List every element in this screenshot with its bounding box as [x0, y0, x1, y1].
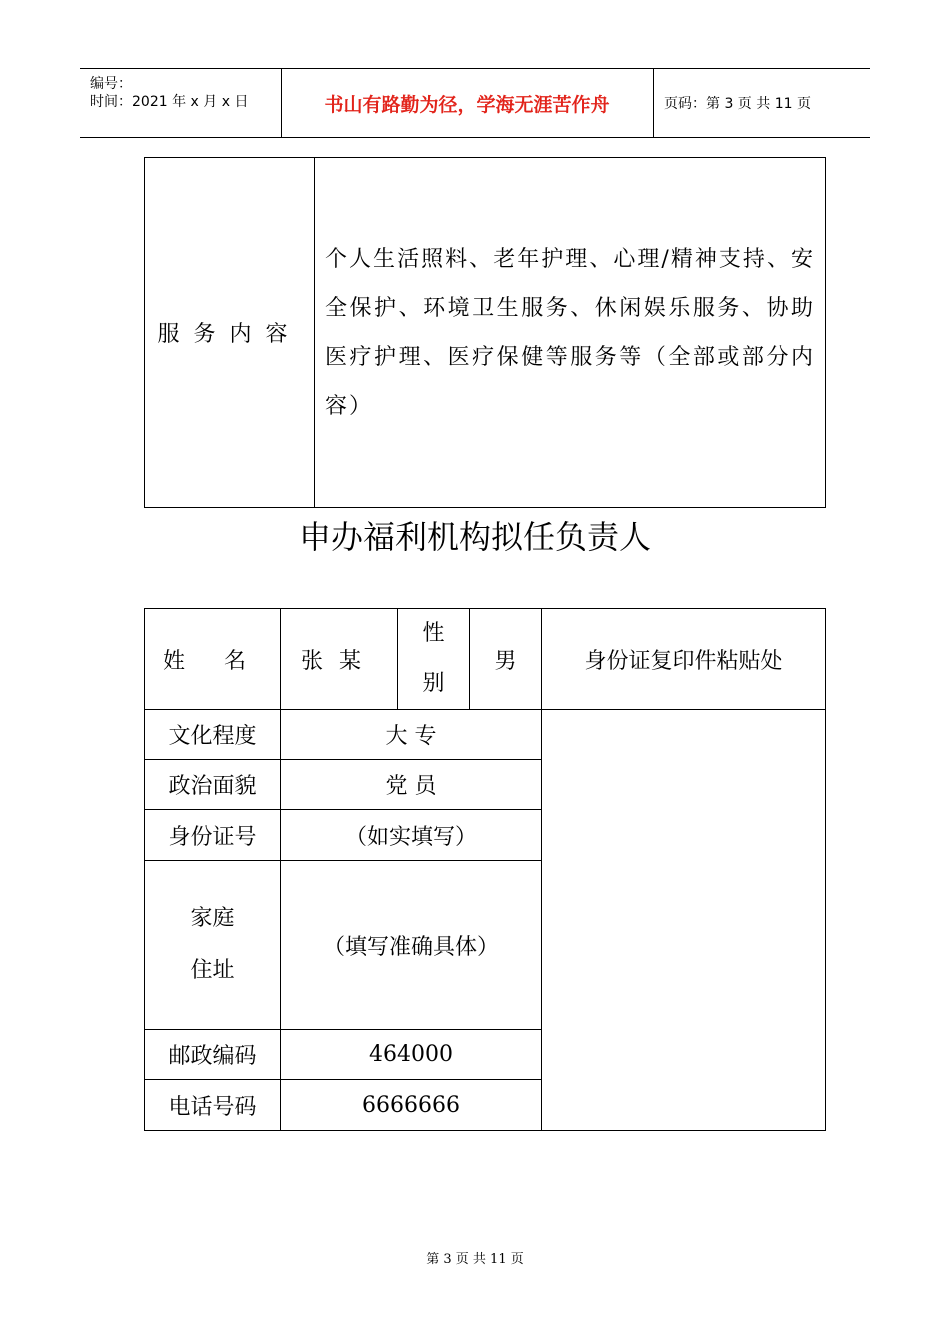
education-value: 大 专 [281, 710, 542, 760]
header-motto: 书山有路勤为径，学海无涯苦作舟 [324, 93, 610, 116]
page-footer: 第 3 页 共 11 页 [426, 1252, 524, 1267]
address-label-line2: 住址 [190, 958, 235, 983]
doc-number-label: 编号： [90, 76, 132, 92]
name-value: 张某 [281, 609, 398, 710]
name-label: 姓 名 [145, 609, 281, 710]
sex-label-line1: 性 [422, 621, 445, 646]
header-meta [90, 75, 248, 111]
doc-date: 时间：2021 年 x 月 x 日 [90, 94, 249, 110]
education-label: 文化程度 [145, 710, 281, 760]
service-content: 个人生活照料、老年护理、心理/精神支持、安全保护、环境卫生服务、休闲娱乐服务、协助医疗护理、医疗保健等服务等（全部或部分内容） [315, 158, 826, 508]
section-title: 申办福利机构拟任负责人 [298, 518, 651, 556]
phone-label: 电话号码 [145, 1080, 281, 1131]
service-table [144, 157, 826, 508]
id-value: （如实填写） [281, 810, 542, 861]
id-label: 身份证号 [145, 810, 281, 861]
service-label: 服务内容 [145, 158, 315, 508]
address-value: （填写准确具体） [281, 861, 542, 1030]
header-page-info: 页码：第 3 页 共 11 页 [664, 96, 811, 112]
address-label [145, 861, 281, 1030]
photo-area [542, 710, 826, 1131]
political-value: 党 员 [281, 760, 542, 810]
sex-label-line2: 别 [422, 671, 445, 696]
photo-label: 身份证复印件粘贴处 [542, 609, 826, 710]
sex-label [398, 609, 470, 710]
phone-value: 6666666 [281, 1080, 542, 1131]
sex-value: 男 [470, 609, 542, 710]
postcode-value: 464000 [281, 1030, 542, 1080]
address-label-line1: 家庭 [190, 906, 235, 931]
page-header [80, 68, 870, 138]
postcode-label: 邮政编码 [145, 1030, 281, 1080]
person-table [144, 608, 826, 1131]
political-label: 政治面貌 [145, 760, 281, 810]
header-divider [653, 69, 654, 137]
